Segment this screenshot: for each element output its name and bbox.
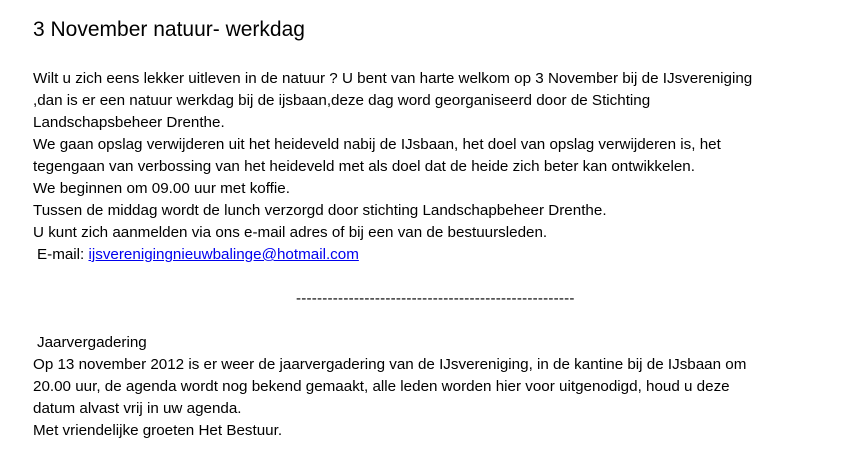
intro-line: We beginnen om 09.00 uur met koffie. bbox=[33, 180, 290, 197]
meeting-closing: Met vriendelijke groeten Het Bestuur. bbox=[33, 422, 283, 439]
meeting-line: 20.00 uur, de agenda wordt nog bekend gemaakt, alle leden worden hier voor uitgenodigd, houd u deze bbox=[33, 378, 730, 395]
intro-line: Wilt u zich eens lekker uitleven in de natuur ? U bent van harte welkom op 3 November bij de IJsvereniging bbox=[33, 70, 753, 87]
intro-line: tegengaan van verbossing van het heideveld met als doel dat de heide zich beter kan ontwikkelen. bbox=[33, 158, 695, 175]
page-title: 3 November natuur- werkdag bbox=[33, 18, 305, 41]
section-divider: ----------------------------------------------------- bbox=[296, 290, 575, 307]
email-row bbox=[37, 244, 359, 266]
email-link[interactable]: ijsverenigingnieuwbalinge@hotmail.com bbox=[88, 246, 359, 263]
meeting-line: Op 13 november 2012 is er weer de jaarvergadering van de IJsvereniging, in de kantine bij de IJsbaan om bbox=[33, 356, 747, 373]
intro-line: ,dan is er een natuur werkdag bij de ijsbaan,deze dag word georganiseerd door de Stichting bbox=[33, 92, 651, 109]
email-label: E-mail: bbox=[37, 246, 89, 263]
intro-line: Landschapsbeheer Drenthe. bbox=[33, 114, 225, 131]
meeting-heading: Jaarvergadering bbox=[37, 334, 147, 351]
meeting-line: datum alvast vrij in uw agenda. bbox=[33, 400, 242, 417]
intro-line: U kunt zich aanmelden via ons e-mail adres of bij een van de bestuursleden. bbox=[33, 224, 548, 241]
intro-line: We gaan opslag verwijderen uit het heideveld nabij de IJsbaan, het doel van opslag verwijderen is, het bbox=[33, 136, 721, 153]
intro-line: Tussen de middag wordt de lunch verzorgd door stichting Landschapbeheer Drenthe. bbox=[33, 202, 607, 219]
